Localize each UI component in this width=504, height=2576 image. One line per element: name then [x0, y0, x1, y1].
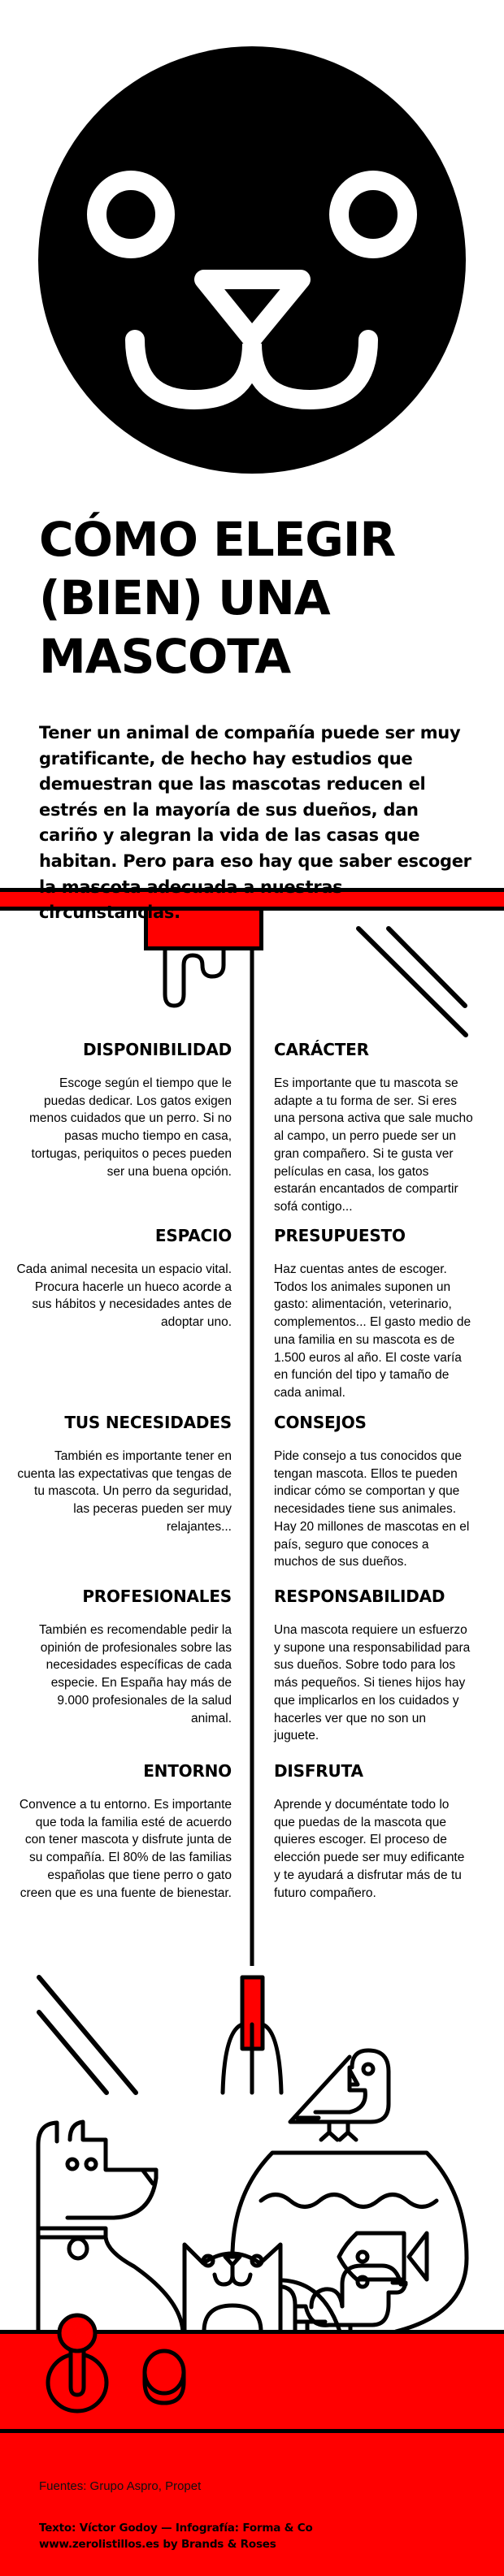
sources-text: Fuentes: Grupo Aspro, Propet [39, 2479, 202, 2493]
section-heading: RESPONSABILIDAD [274, 1587, 445, 1606]
section-heading: ENTORNO [143, 1761, 232, 1781]
section-heading: PROFESIONALES [82, 1587, 232, 1606]
pet-face-icon [38, 46, 466, 474]
section-disponibilidad [28, 1040, 232, 1180]
section-presupuesto [274, 1226, 473, 1402]
dog-icon [38, 2122, 183, 2331]
section-espacio [16, 1226, 232, 1331]
section-body: Es importante que tu mascota se adapte a tu forma de ser. Si eres una persona activa que sale mucho al campo, un perro puede ser un gran compañero. Si te gusta ver películas en casa, los gatos estarán encantados de compartir sofá contigo... [274, 1076, 473, 1214]
section-body: Escoge según el tiempo que le puedas dedicar. Los gatos exigen menos cuidados que un perro. Si no pasas mucho tiempo en casa, tortugas, periquitos o peces pueden ser una buena opción. [28, 1076, 232, 1179]
fish-icon [339, 2233, 427, 2279]
section-tus-necesidades [17, 1413, 232, 1536]
turtle-icon [283, 2266, 406, 2331]
arcade-button-icon [145, 2351, 184, 2403]
decorative-diagonal-lines [358, 929, 466, 1035]
section-body: Cada animal necesita un espacio vital. Procura hacerle un hueco acorde a sus hábitos y necesidades antes de adoptar uno. [16, 1262, 232, 1330]
section-profesionales [33, 1587, 232, 1727]
section-heading: CONSEJOS [274, 1413, 367, 1432]
cat-icon [185, 2245, 280, 2331]
intro-paragraph: Tener un animal de compañía puede ser muy gratificante, de hecho hay estudios que demuestran que las mascotas reducen el estrés en la mayoría de sus dueños, dan cariño y alegran la vida de las casas que habitan. Pero para eso hay que saber escoger la mascota adecuada a nuestras circunstancias. [39, 723, 471, 923]
section-body: Haz cuentas antes de escoger. Todos los animales suponen un gasto: alimentación, veterinario, complementos... El gasto medio de una familia en su mascota es de 1.500 euros al año. El coste varía en función del tipo y tamaño de cada animal. [274, 1262, 471, 1400]
bird-icon [290, 2050, 389, 2140]
claw-machine-icon [223, 1977, 281, 2093]
credits-website: www.zerolistillos.es by Brands & Roses [39, 2538, 276, 2551]
section-heading: DISPONIBILIDAD [82, 1040, 232, 1059]
title-line-2: (BIEN) UNA [39, 570, 330, 626]
section-disfruta [274, 1761, 473, 1902]
decorative-diagonal-lines-bottom [39, 1977, 136, 2093]
page-title [39, 510, 494, 686]
section-body: Convence a tu entorno. Es importante que toda la familia esté de acuerdo con tener mascota y disfrute junta de su compañía. El 80% de las familias españolas que tiene perro o gato creen que es una fuente de bienestar. [19, 1798, 232, 1900]
section-body: También es importante tener en cuenta las expectativas que tengas de tu mascota. Un perro da seguridad, las peceras pueden ser muy relajantes... [17, 1449, 232, 1534]
section-body: Aprende y documéntate todo lo que puedas de la mascota que quieres escoger. El proceso de elección puede ser muy edificante y te ayudará a disfrutar más de tu futuro compañero. [274, 1798, 465, 1900]
section-heading: CARÁCTER [274, 1040, 369, 1059]
section-responsabilidad [274, 1587, 473, 1745]
section-body: También es recomendable pedir la opinión de profesionales sobre las necesidades específicas de cada especie. En España hay más de 9.000 profesionales de la salud animal. [39, 1623, 232, 1725]
section-consejos [274, 1413, 473, 1571]
title-line-1: CÓMO ELEGIR [39, 512, 396, 567]
title-line-3: MASCOTA [39, 629, 291, 684]
section-body: Una mascota requiere un esfuerzo y supone una responsabilidad para sus dueños. Sobre todo para los más pequeños. Si tienes hijos hay que implicarlos en los cuidados y hacerles ver que no son un juguete. [274, 1623, 471, 1743]
credits-authors: Texto: Víctor Godoy — Infografía: Forma & Co [39, 2522, 313, 2535]
section-heading: TUS NECESIDADES [64, 1413, 232, 1432]
section-heading: ESPACIO [154, 1226, 232, 1245]
section-caracter [274, 1040, 473, 1216]
section-heading: PRESUPUESTO [274, 1226, 406, 1245]
credits [39, 2520, 313, 2552]
joystick-icon [48, 2315, 106, 2411]
section-body: Pide consejo a tus conocidos que tengan mascota. Ellos te pueden indicar cómo se comportan y que necesidades tiene sus animales. Hay 20 millones de mascotas en el país, seguro que conoces a muchos de sus dueños. [274, 1449, 470, 1569]
section-entorno [19, 1761, 232, 1902]
section-heading: DISFRUTA [274, 1761, 363, 1781]
